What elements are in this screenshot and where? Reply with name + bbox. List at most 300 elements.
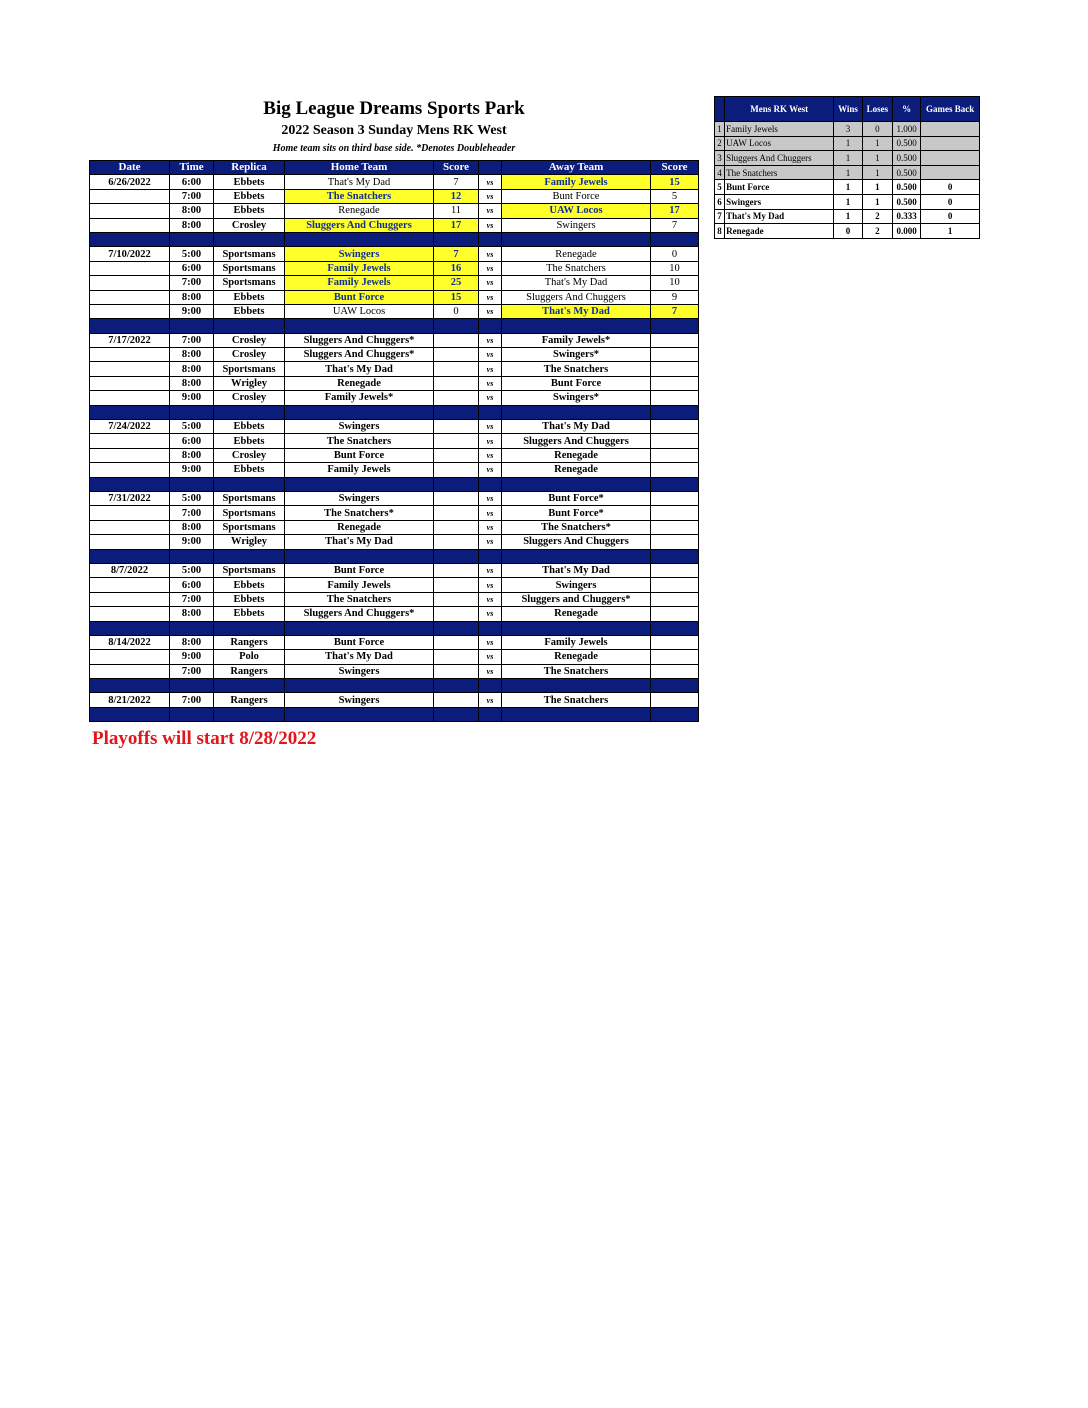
week-separator xyxy=(90,319,699,333)
away-team: Renegade xyxy=(502,448,651,462)
standings-row xyxy=(715,224,980,239)
away-team: Bunt Force xyxy=(502,189,651,203)
home-team: Bunt Force xyxy=(285,635,434,649)
standings-pct: 0.500 xyxy=(892,151,920,166)
game-replica: Rangers xyxy=(214,693,285,707)
game-replica: Sportsmans xyxy=(214,506,285,520)
standings-col-loses: Loses xyxy=(862,97,892,122)
home-team: The Snatchers xyxy=(285,434,434,448)
standings-team: UAW Locos xyxy=(725,136,834,151)
home-score xyxy=(434,592,479,606)
standings-loses: 1 xyxy=(862,151,892,166)
separator-cell xyxy=(170,405,214,419)
standings-col-division: Mens RK West xyxy=(725,97,834,122)
col-home-team: Home Team xyxy=(285,161,434,175)
standings-header-row xyxy=(715,97,980,122)
separator-cell xyxy=(651,232,699,246)
game-replica: Ebbets xyxy=(214,304,285,318)
vs-label: vs xyxy=(479,304,502,318)
game-replica: Ebbets xyxy=(214,463,285,477)
game-date: 8/21/2022 xyxy=(90,693,170,707)
separator-cell xyxy=(434,679,479,693)
away-score xyxy=(651,650,699,664)
away-score xyxy=(651,434,699,448)
separator-cell xyxy=(214,477,285,491)
game-date: 7/24/2022 xyxy=(90,420,170,434)
home-team: Family Jewels* xyxy=(285,391,434,405)
schedule-row xyxy=(90,434,699,448)
schedule-row xyxy=(90,333,699,347)
standings-team: That's My Dad xyxy=(725,209,834,224)
schedule-row xyxy=(90,693,699,707)
schedule-row xyxy=(90,189,699,203)
standings-team: The Snatchers xyxy=(725,165,834,180)
home-team: Family Jewels xyxy=(285,276,434,290)
schedule-row xyxy=(90,506,699,520)
standings-body xyxy=(715,122,980,239)
standings-rank: 7 xyxy=(715,209,725,224)
game-time: 7:00 xyxy=(170,506,214,520)
game-replica: Ebbets xyxy=(214,290,285,304)
home-team: Family Jewels xyxy=(285,261,434,275)
col-away-score: Score xyxy=(651,161,699,175)
away-score: 5 xyxy=(651,189,699,203)
standings-team: Bunt Force xyxy=(725,180,834,195)
vs-label: vs xyxy=(479,535,502,549)
game-date xyxy=(90,434,170,448)
away-team: Swingers* xyxy=(502,348,651,362)
away-score xyxy=(651,635,699,649)
separator-cell xyxy=(214,707,285,721)
home-score xyxy=(434,607,479,621)
away-team: Renegade xyxy=(502,463,651,477)
away-score xyxy=(651,420,699,434)
vs-label: vs xyxy=(479,693,502,707)
home-team: Swingers xyxy=(285,491,434,505)
separator-cell xyxy=(170,549,214,563)
standings-team: Renegade xyxy=(725,224,834,239)
game-date: 6/26/2022 xyxy=(90,175,170,189)
game-replica: Sportsmans xyxy=(214,261,285,275)
standings-row xyxy=(715,209,980,224)
home-score: 7 xyxy=(434,247,479,261)
game-date xyxy=(90,535,170,549)
game-date xyxy=(90,290,170,304)
away-score xyxy=(651,563,699,577)
home-score xyxy=(434,376,479,390)
away-score: 7 xyxy=(651,304,699,318)
separator-cell xyxy=(285,707,434,721)
separator-cell xyxy=(502,679,651,693)
game-time: 8:00 xyxy=(170,362,214,376)
separator-cell xyxy=(170,232,214,246)
home-score xyxy=(434,693,479,707)
separator-cell xyxy=(434,319,479,333)
separator-cell xyxy=(90,707,170,721)
standings-pct: 0.500 xyxy=(892,180,920,195)
game-time: 7:00 xyxy=(170,592,214,606)
game-time: 9:00 xyxy=(170,463,214,477)
standings-loses: 1 xyxy=(862,165,892,180)
separator-cell xyxy=(285,621,434,635)
col-vs xyxy=(479,161,502,175)
away-score: 17 xyxy=(651,204,699,218)
separator-cell xyxy=(434,477,479,491)
separator-cell xyxy=(651,319,699,333)
game-date xyxy=(90,520,170,534)
away-team: Bunt Force* xyxy=(502,506,651,520)
home-score xyxy=(434,348,479,362)
vs-label: vs xyxy=(479,204,502,218)
away-score: 0 xyxy=(651,247,699,261)
standings-games-back xyxy=(921,122,980,137)
game-time: 7:00 xyxy=(170,333,214,347)
schedule-row xyxy=(90,362,699,376)
schedule-row xyxy=(90,261,699,275)
separator-cell xyxy=(170,707,214,721)
game-time: 8:00 xyxy=(170,635,214,649)
game-date xyxy=(90,391,170,405)
separator-cell xyxy=(90,232,170,246)
game-date xyxy=(90,276,170,290)
game-time: 9:00 xyxy=(170,650,214,664)
away-team: Renegade xyxy=(502,607,651,621)
vs-label: vs xyxy=(479,290,502,304)
game-time: 8:00 xyxy=(170,204,214,218)
standings-games-back xyxy=(921,151,980,166)
game-time: 5:00 xyxy=(170,247,214,261)
home-score xyxy=(434,563,479,577)
separator-cell xyxy=(651,679,699,693)
game-replica: Sportsmans xyxy=(214,520,285,534)
game-date xyxy=(90,448,170,462)
away-score xyxy=(651,592,699,606)
home-score: 17 xyxy=(434,218,479,232)
schedule-row xyxy=(90,376,699,390)
separator-cell xyxy=(479,232,502,246)
game-time: 8:00 xyxy=(170,348,214,362)
home-team: Bunt Force xyxy=(285,290,434,304)
game-replica: Ebbets xyxy=(214,607,285,621)
home-score xyxy=(434,535,479,549)
separator-cell xyxy=(479,621,502,635)
vs-label: vs xyxy=(479,650,502,664)
schedule-row xyxy=(90,420,699,434)
schedule-row xyxy=(90,578,699,592)
home-score: 15 xyxy=(434,290,479,304)
home-score xyxy=(434,391,479,405)
game-date xyxy=(90,362,170,376)
away-team: The Snatchers xyxy=(502,693,651,707)
game-replica: Ebbets xyxy=(214,175,285,189)
game-replica: Rangers xyxy=(214,635,285,649)
game-time: 8:00 xyxy=(170,376,214,390)
away-score xyxy=(651,664,699,678)
standings-pct: 0.500 xyxy=(892,194,920,209)
vs-label: vs xyxy=(479,362,502,376)
separator-cell xyxy=(170,621,214,635)
standings-team: Swingers xyxy=(725,194,834,209)
vs-label: vs xyxy=(479,261,502,275)
standings-row xyxy=(715,165,980,180)
home-team: Swingers xyxy=(285,420,434,434)
home-team: Sluggers And Chuggers* xyxy=(285,607,434,621)
game-time: 7:00 xyxy=(170,664,214,678)
standings-loses: 1 xyxy=(862,136,892,151)
home-team: That's My Dad xyxy=(285,362,434,376)
page-title: Big League Dreams Sports Park xyxy=(263,98,525,119)
standings-loses: 0 xyxy=(862,122,892,137)
standings-row xyxy=(715,136,980,151)
game-date xyxy=(90,578,170,592)
game-time: 7:00 xyxy=(170,189,214,203)
separator-cell xyxy=(479,405,502,419)
game-replica: Crosley xyxy=(214,348,285,362)
away-score xyxy=(651,520,699,534)
away-team: Family Jewels* xyxy=(502,333,651,347)
week-separator xyxy=(90,405,699,419)
home-team: Bunt Force xyxy=(285,563,434,577)
game-replica: Crosley xyxy=(214,391,285,405)
away-team: Sluggers And Chuggers xyxy=(502,535,651,549)
game-time: 8:00 xyxy=(170,520,214,534)
vs-label: vs xyxy=(479,247,502,261)
home-score xyxy=(434,463,479,477)
separator-cell xyxy=(502,477,651,491)
standings-pct: 0.500 xyxy=(892,136,920,151)
game-time: 9:00 xyxy=(170,391,214,405)
separator-cell xyxy=(170,477,214,491)
standings-wins: 0 xyxy=(834,224,862,239)
schedule-row xyxy=(90,520,699,534)
week-separator xyxy=(90,477,699,491)
game-replica: Sportsmans xyxy=(214,276,285,290)
standings-wins: 1 xyxy=(834,209,862,224)
standings-rank: 3 xyxy=(715,151,725,166)
separator-cell xyxy=(502,707,651,721)
game-time: 7:00 xyxy=(170,276,214,290)
game-replica: Ebbets xyxy=(214,420,285,434)
standings-wins: 1 xyxy=(834,180,862,195)
away-score xyxy=(651,333,699,347)
away-team: The Snatchers xyxy=(502,362,651,376)
schedule-row xyxy=(90,304,699,318)
game-date xyxy=(90,348,170,362)
home-team: The Snatchers* xyxy=(285,506,434,520)
away-score: 9 xyxy=(651,290,699,304)
separator-cell xyxy=(285,232,434,246)
standings-wins: 1 xyxy=(834,194,862,209)
separator-cell xyxy=(90,319,170,333)
standings-games-back: 0 xyxy=(921,194,980,209)
away-team: That's My Dad xyxy=(502,420,651,434)
separator-cell xyxy=(651,477,699,491)
standings-col-wins: Wins xyxy=(834,97,862,122)
home-team: That's My Dad xyxy=(285,175,434,189)
game-time: 5:00 xyxy=(170,563,214,577)
schedule-table xyxy=(89,160,699,722)
game-date: 8/14/2022 xyxy=(90,635,170,649)
away-score xyxy=(651,506,699,520)
game-time: 8:00 xyxy=(170,218,214,232)
home-team: The Snatchers xyxy=(285,592,434,606)
standings-wins: 1 xyxy=(834,165,862,180)
home-team: Swingers xyxy=(285,247,434,261)
week-separator xyxy=(90,621,699,635)
standings-col-pct: % xyxy=(892,97,920,122)
separator-cell xyxy=(502,549,651,563)
vs-label: vs xyxy=(479,520,502,534)
home-score xyxy=(434,506,479,520)
vs-label: vs xyxy=(479,448,502,462)
schedule-row xyxy=(90,290,699,304)
game-replica: Crosley xyxy=(214,218,285,232)
separator-cell xyxy=(651,405,699,419)
schedule-row xyxy=(90,563,699,577)
away-team: Bunt Force xyxy=(502,376,651,390)
vs-label: vs xyxy=(479,434,502,448)
game-replica: Rangers xyxy=(214,664,285,678)
home-team: Sluggers And Chuggers* xyxy=(285,333,434,347)
away-team: Swingers xyxy=(502,218,651,232)
home-score xyxy=(434,664,479,678)
standings-table xyxy=(714,96,980,239)
standings-games-back xyxy=(921,136,980,151)
away-team: That's My Dad xyxy=(502,563,651,577)
away-score xyxy=(651,535,699,549)
standings-wins: 3 xyxy=(834,122,862,137)
away-score: 10 xyxy=(651,261,699,275)
away-score xyxy=(651,362,699,376)
schedule-row xyxy=(90,607,699,621)
away-team: Swingers* xyxy=(502,391,651,405)
separator-cell xyxy=(214,549,285,563)
week-separator xyxy=(90,707,699,721)
game-date xyxy=(90,304,170,318)
standings-rank: 4 xyxy=(715,165,725,180)
home-team: Bunt Force xyxy=(285,448,434,462)
away-team: That's My Dad xyxy=(502,304,651,318)
standings-pct: 0.000 xyxy=(892,224,920,239)
vs-label: vs xyxy=(479,276,502,290)
away-team: Swingers xyxy=(502,578,651,592)
away-team: UAW Locos xyxy=(502,204,651,218)
standings-loses: 1 xyxy=(862,180,892,195)
schedule-row xyxy=(90,448,699,462)
separator-cell xyxy=(479,319,502,333)
game-replica: Wrigley xyxy=(214,376,285,390)
game-replica: Ebbets xyxy=(214,578,285,592)
home-score xyxy=(434,520,479,534)
game-time: 8:00 xyxy=(170,448,214,462)
away-team: Bunt Force* xyxy=(502,491,651,505)
home-team: Family Jewels xyxy=(285,578,434,592)
vs-label: vs xyxy=(479,578,502,592)
home-score xyxy=(434,434,479,448)
game-date xyxy=(90,204,170,218)
separator-cell xyxy=(214,319,285,333)
game-replica: Sportsmans xyxy=(214,563,285,577)
standings-pct: 0.333 xyxy=(892,209,920,224)
home-team: Swingers xyxy=(285,693,434,707)
away-team: The Snatchers xyxy=(502,664,651,678)
separator-cell xyxy=(285,319,434,333)
separator-cell xyxy=(90,621,170,635)
vs-label: vs xyxy=(479,348,502,362)
game-date xyxy=(90,506,170,520)
standings-team: Family Jewels xyxy=(725,122,834,137)
separator-cell xyxy=(214,679,285,693)
game-replica: Ebbets xyxy=(214,434,285,448)
separator-cell xyxy=(214,405,285,419)
schedule-row xyxy=(90,535,699,549)
vs-label: vs xyxy=(479,491,502,505)
away-score xyxy=(651,491,699,505)
away-team: Renegade xyxy=(502,650,651,664)
away-team: The Snatchers* xyxy=(502,520,651,534)
home-team: Renegade xyxy=(285,376,434,390)
home-team: Family Jewels xyxy=(285,463,434,477)
standings-wins: 1 xyxy=(834,151,862,166)
vs-label: vs xyxy=(479,333,502,347)
home-score: 12 xyxy=(434,189,479,203)
vs-label: vs xyxy=(479,635,502,649)
separator-cell xyxy=(479,477,502,491)
away-team: Family Jewels xyxy=(502,175,651,189)
standings-rank: 6 xyxy=(715,194,725,209)
standings-row xyxy=(715,122,980,137)
standings-col-rank xyxy=(715,97,725,122)
separator-cell xyxy=(434,232,479,246)
game-date: 7/17/2022 xyxy=(90,333,170,347)
home-score xyxy=(434,448,479,462)
game-time: 9:00 xyxy=(170,535,214,549)
separator-cell xyxy=(434,405,479,419)
schedule-row xyxy=(90,247,699,261)
separator-cell xyxy=(214,621,285,635)
game-time: 7:00 xyxy=(170,693,214,707)
standings-loses: 2 xyxy=(862,224,892,239)
away-score: 7 xyxy=(651,218,699,232)
standings-rank: 8 xyxy=(715,224,725,239)
schedule-row xyxy=(90,592,699,606)
schedule-row xyxy=(90,218,699,232)
away-team: Sluggers and Chuggers* xyxy=(502,592,651,606)
home-team: Sluggers And Chuggers xyxy=(285,218,434,232)
separator-cell xyxy=(170,679,214,693)
game-replica: Ebbets xyxy=(214,204,285,218)
standings-loses: 2 xyxy=(862,209,892,224)
standings-row xyxy=(715,194,980,209)
game-date: 7/10/2022 xyxy=(90,247,170,261)
home-score xyxy=(434,578,479,592)
schedule-row xyxy=(90,204,699,218)
separator-cell xyxy=(285,477,434,491)
home-score xyxy=(434,650,479,664)
away-score: 15 xyxy=(651,175,699,189)
away-score xyxy=(651,391,699,405)
col-away-team: Away Team xyxy=(502,161,651,175)
schedule-row xyxy=(90,650,699,664)
schedule-row xyxy=(90,175,699,189)
game-date xyxy=(90,261,170,275)
separator-cell xyxy=(502,621,651,635)
schedule-row xyxy=(90,664,699,678)
standings-col-games-back: Games Back xyxy=(921,97,980,122)
home-team: The Snatchers xyxy=(285,189,434,203)
game-time: 9:00 xyxy=(170,304,214,318)
vs-label: vs xyxy=(479,420,502,434)
